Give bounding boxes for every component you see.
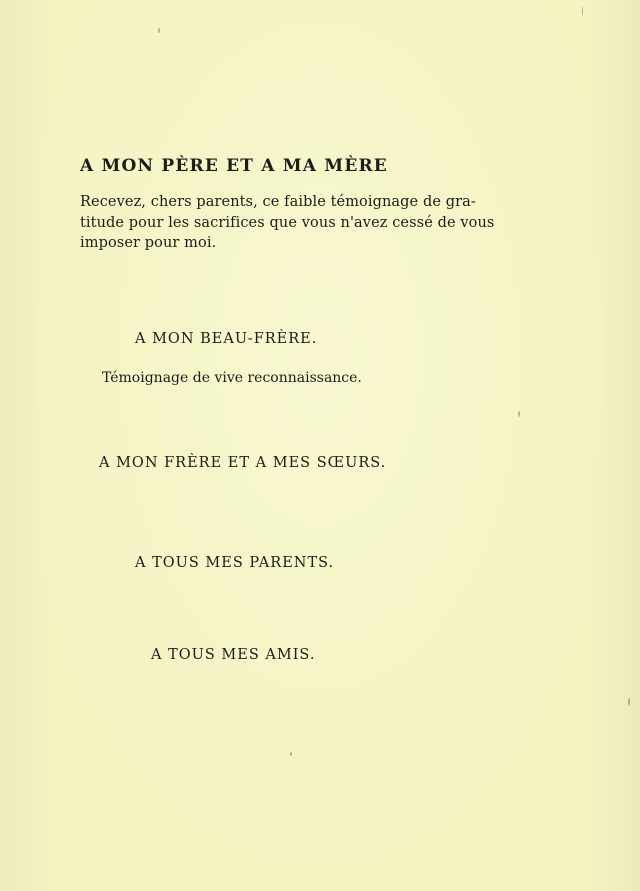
dedication-heading-frere-soeurs: A MON FRÈRE ET A MES SŒURS.: [99, 455, 387, 471]
dedication-heading-amis: A TOUS MES AMIS.: [151, 647, 316, 663]
paper-speck: [628, 698, 630, 706]
dedication-text-parents: [80, 192, 495, 254]
text-line: imposer pour moi.: [80, 235, 217, 251]
dedication-heading-parents: A MON PÈRE ET A MA MÈRE: [80, 156, 388, 176]
text-line: titude pour les sacrifices que vous n'avez cessé de vous: [80, 214, 495, 231]
paper-speck: [158, 28, 160, 33]
dedication-heading-parents-all: A TOUS MES PARENTS.: [135, 555, 335, 571]
dedication-text-beau-frere: Témoignage de vive reconnaissance.: [102, 370, 362, 386]
paper-speck: [290, 752, 292, 756]
text-line: Recevez, chers parents, ce faible témoignage de gra-: [80, 194, 476, 210]
paper-speck: [518, 411, 520, 417]
paper-speck: [582, 6, 583, 16]
dedication-heading-beau-frere: A MON BEAU-FRÈRE.: [135, 331, 318, 347]
